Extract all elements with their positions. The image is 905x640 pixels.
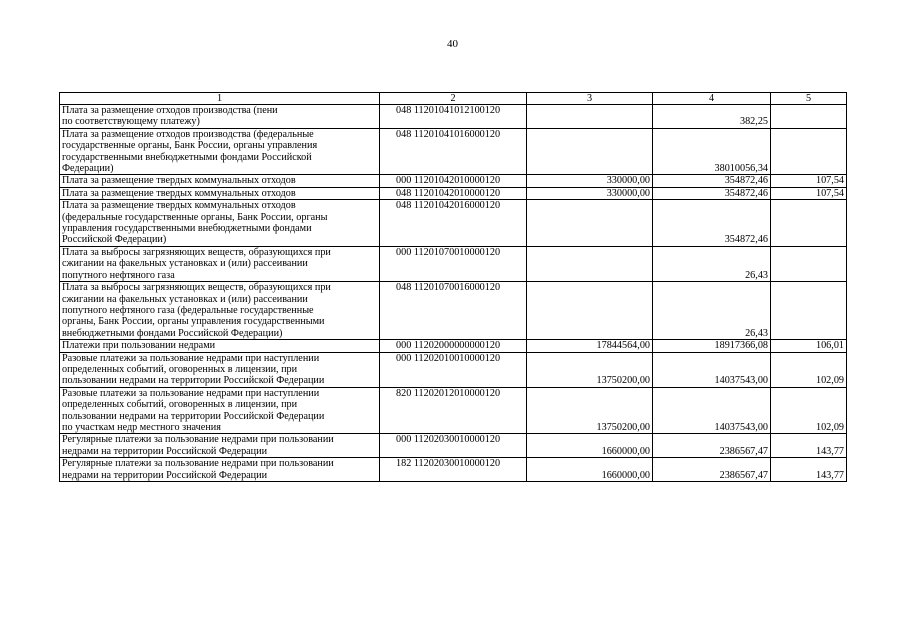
- row-col4-value: 2386567,47: [653, 434, 771, 458]
- row-col4-value: 26,43: [653, 246, 771, 281]
- row-col3-value: 1660000,00: [527, 434, 653, 458]
- row-name-cell: Плата за выбросы загрязняющих веществ, образующихся при сжигании на факельных установках и (или) рассеивании попутного нефтяного газа (федеральные государственные органы, Банк России, органы управления государственными внебюджетными фондами Российской Федерации): [60, 282, 380, 340]
- row-col4-value: 14037543,00: [653, 352, 771, 387]
- row-col5-value: 107,54: [771, 187, 847, 199]
- row-col3-value: 330000,00: [527, 175, 653, 187]
- row-code-cell: 000 11201042010000120: [380, 175, 527, 187]
- row-name-cell: Регулярные платежи за пользование недрами при пользовании недрами на территории Российской Федерации: [60, 434, 380, 458]
- table-row: [60, 434, 847, 458]
- row-code-cell: 820 11202012010000120: [380, 387, 527, 434]
- row-code-cell: 048 11201070016000120: [380, 282, 527, 340]
- table-row: [60, 387, 847, 434]
- row-col4-value: 354872,46: [653, 187, 771, 199]
- row-col5-value: 107,54: [771, 175, 847, 187]
- table-row: [60, 458, 847, 482]
- header-col-4: 4: [653, 93, 771, 105]
- row-col3-value: [527, 246, 653, 281]
- row-col4-value: 18917366,08: [653, 340, 771, 352]
- row-col4-value: 38010056,34: [653, 128, 771, 175]
- row-col3-value: 330000,00: [527, 187, 653, 199]
- row-col3-value: [527, 105, 653, 129]
- row-code-cell: 000 11201070010000120: [380, 246, 527, 281]
- row-col5-value: 143,77: [771, 458, 847, 482]
- table-row: [60, 282, 847, 340]
- header-col-5: 5: [771, 93, 847, 105]
- row-col4-value: 26,43: [653, 282, 771, 340]
- table-row: [60, 187, 847, 199]
- table-row: [60, 246, 847, 281]
- row-code-cell: 048 11201042010000120: [380, 187, 527, 199]
- row-col4-value: 354872,46: [653, 200, 771, 247]
- row-col5-value: [771, 246, 847, 281]
- row-name-cell: Разовые платежи за пользование недрами при наступлении определенных событий, оговоренных в лицензии, при пользовании недрами на территории Российской Федерации по участкам недр местного значения: [60, 387, 380, 434]
- row-code-cell: 048 11201041016000120: [380, 128, 527, 175]
- row-col3-value: 13750200,00: [527, 387, 653, 434]
- header-col-3: 3: [527, 93, 653, 105]
- header-col-2: 2: [380, 93, 527, 105]
- row-col5-value: [771, 200, 847, 247]
- row-name-cell: Плата за размещение твердых коммунальных отходов (федеральные государственные органы, Банк России, органы управления государственными внебюджетными фондами Российской Федерации): [60, 200, 380, 247]
- row-name-cell: Плата за размещение отходов производства (пени по соответствующему платежу): [60, 105, 380, 129]
- row-col5-value: 106,01: [771, 340, 847, 352]
- table-row: [60, 352, 847, 387]
- row-name-cell: Платежи при пользовании недрами: [60, 340, 380, 352]
- row-name-cell: Регулярные платежи за пользование недрами при пользовании недрами на территории Российской Федерации: [60, 458, 380, 482]
- row-name-cell: Разовые платежи за пользование недрами при наступлении определенных событий, оговоренных в лицензии, при пользовании недрами на территории Российской Федерации: [60, 352, 380, 387]
- budget-report-table: [59, 92, 847, 482]
- row-col5-value: 102,09: [771, 352, 847, 387]
- row-col4-value: 354872,46: [653, 175, 771, 187]
- row-col5-value: [771, 128, 847, 175]
- row-col5-value: 143,77: [771, 434, 847, 458]
- row-name-cell: Плата за размещение твердых коммунальных отходов: [60, 175, 380, 187]
- table-row: [60, 200, 847, 247]
- row-col3-value: 17844564,00: [527, 340, 653, 352]
- row-code-cell: 000 11202000000000120: [380, 340, 527, 352]
- row-col3-value: [527, 200, 653, 247]
- header-col-1: 1: [60, 93, 380, 105]
- row-code-cell: 000 11202010010000120: [380, 352, 527, 387]
- row-code-cell: 182 11202030010000120: [380, 458, 527, 482]
- row-col3-value: [527, 282, 653, 340]
- row-col4-value: 382,25: [653, 105, 771, 129]
- row-col4-value: 2386567,47: [653, 458, 771, 482]
- table-row: [60, 340, 847, 352]
- row-name-cell: Плата за размещение твердых коммунальных отходов: [60, 187, 380, 199]
- table-row: [60, 175, 847, 187]
- row-code-cell: 048 11201041012100120: [380, 105, 527, 129]
- row-code-cell: 000 11202030010000120: [380, 434, 527, 458]
- row-col5-value: [771, 105, 847, 129]
- row-col4-value: 14037543,00: [653, 387, 771, 434]
- page-number: 40: [447, 38, 458, 50]
- table-row: [60, 128, 847, 175]
- row-col3-value: 13750200,00: [527, 352, 653, 387]
- table-header-row: [60, 93, 847, 105]
- row-col3-value: 1660000,00: [527, 458, 653, 482]
- row-name-cell: Плата за размещение отходов производства (федеральные государственные органы, Банк России, органы управления государственными внебюджетными фондами Российской Федерации): [60, 128, 380, 175]
- row-col5-value: 102,09: [771, 387, 847, 434]
- row-name-cell: Плата за выбросы загрязняющих веществ, образующихся при сжигании на факельных установках и (или) рассеивании попутного нефтяного газа: [60, 246, 380, 281]
- row-code-cell: 048 11201042016000120: [380, 200, 527, 247]
- table-row: [60, 105, 847, 129]
- row-col3-value: [527, 128, 653, 175]
- row-col5-value: [771, 282, 847, 340]
